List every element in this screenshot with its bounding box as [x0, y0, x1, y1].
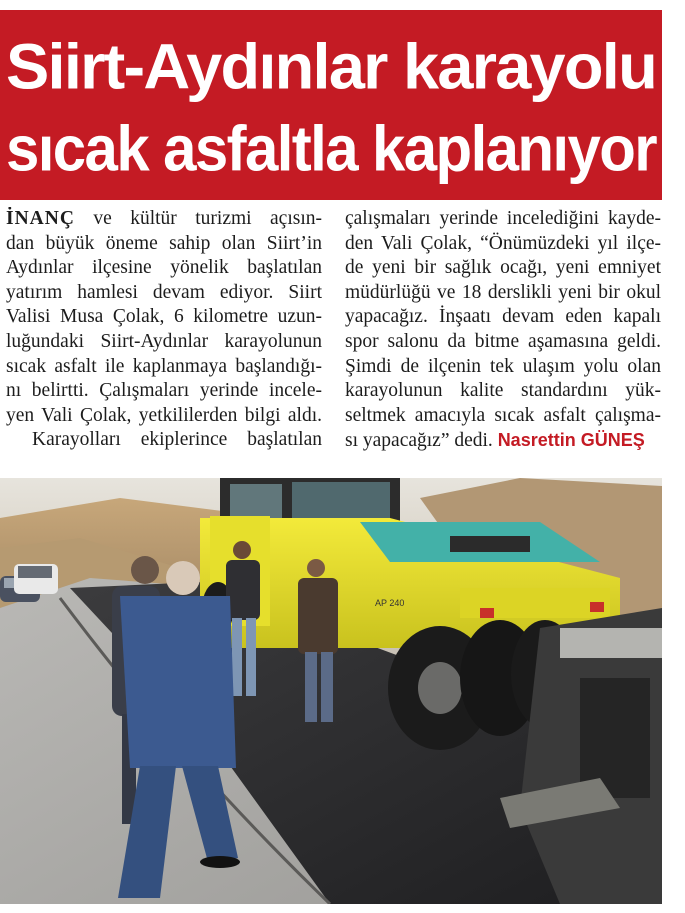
article-line: Aydınlar ilçesine yönelik başlatılan: [6, 257, 322, 279]
article-line: sıcak asfalt ile kaplanmaya başlandığı-: [6, 355, 322, 377]
article-line: [6, 207, 322, 232]
article-line: yapacağız. İnşaatı devam eden kapalı: [345, 306, 661, 328]
article-line: nı belirtti. Çalışmaları yerinde incele-: [6, 380, 322, 402]
article-column-right: [345, 207, 661, 454]
byline: Nasrettin GÜNEŞ: [497, 430, 645, 451]
article-line-text: sı yapacağız” dedi.: [345, 430, 493, 452]
article-line: luğundaki Siirt-Aydınlar karayolunun: [6, 330, 322, 352]
article-line: Şimdi de ilçenin tek ulaşım yolu olan: [345, 355, 661, 377]
article-line-text: ve kültür turizmi açısın-: [93, 208, 322, 229]
article-line-final: [345, 428, 661, 454]
article-line: spor salonu da bitme aşamasına geldi.: [345, 330, 661, 352]
article-line: Valisi Musa Çolak, 6 kilometre uzun-: [6, 306, 322, 328]
headline-line-2: sıcak asfaltla kaplanıyor: [6, 111, 656, 185]
headline-banner: [0, 10, 662, 200]
article-line: Karayolları ekiplerince başlatılan: [32, 429, 322, 451]
article-line: karayolunun kalite standardını yük-: [345, 380, 661, 402]
car-2: [14, 564, 58, 594]
article-line: seltmek amacıyla sıcak asfalt çalışma-: [345, 404, 661, 426]
article-line: yen Vali Çolak, yetkililerden bilgi aldı.: [6, 404, 322, 426]
article-line: çalışmaları yerinde incelediğini kayde-: [345, 208, 661, 229]
roller-label: AP 240: [375, 598, 405, 608]
article-line: dan büyük öneme sahip olan Siirt’in: [6, 232, 322, 254]
article-line: yatırım hamlesi devam ediyor. Siirt: [6, 281, 322, 303]
article-lead: İNANÇ: [6, 208, 75, 229]
photo-illustration: [0, 478, 662, 904]
article-line: den Vali Çolak, “Önümüzdeki yıl ilçe-: [345, 232, 661, 254]
article-line: müdürlüğü ve 18 derslikli yeni bir okul: [345, 281, 661, 303]
news-photo: [0, 478, 662, 904]
article-line: de yeni bir sağlık ocağı, yeni emniyet: [345, 257, 661, 279]
article-column-left: [6, 207, 322, 453]
headline-line-1: Siirt-Aydınlar karayolu: [6, 29, 656, 103]
